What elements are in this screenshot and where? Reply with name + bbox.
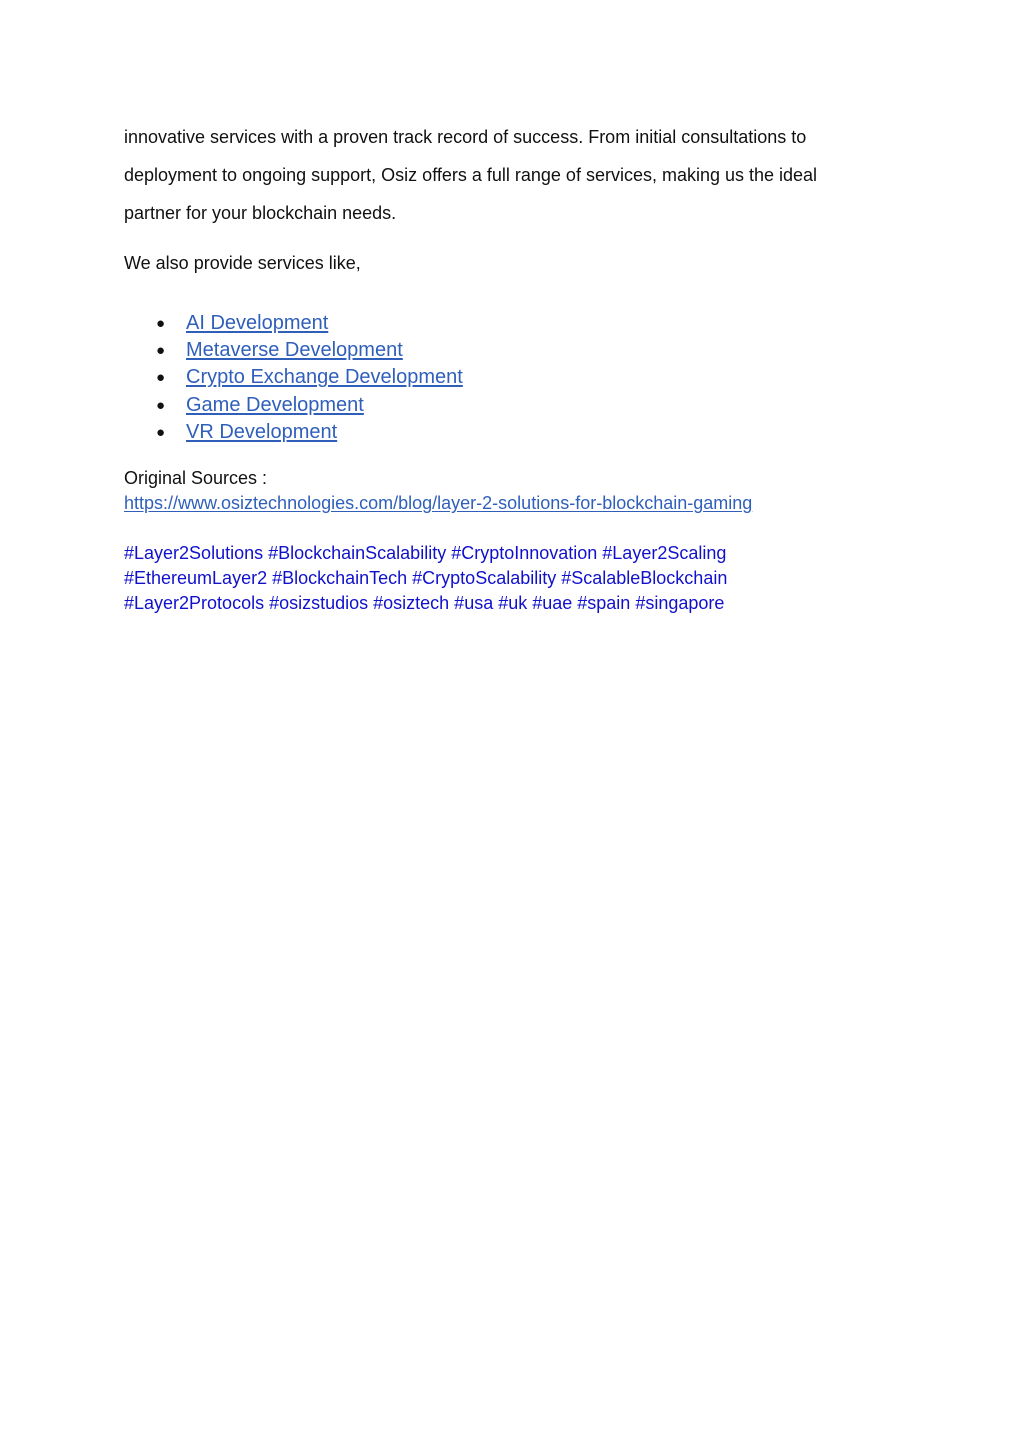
bullet-icon: ● bbox=[156, 342, 166, 360]
service-link-vr-development[interactable]: VR Development bbox=[186, 420, 338, 443]
source-url-link[interactable]: https://www.osiztechnologies.com/blog/layer-2-solutions-for-blockchain-gaming bbox=[124, 492, 753, 513]
service-link-ai-development[interactable]: AI Development bbox=[186, 312, 329, 334]
intro-line: partner for your blockchain needs. bbox=[124, 203, 397, 223]
sources-label: Original Sources : bbox=[124, 467, 268, 488]
bullet-icon: ● bbox=[156, 315, 166, 332]
intro-line: deployment to ongoing support, Osiz offers a full range of services, making us the ideal bbox=[124, 165, 818, 185]
service-link-crypto-exchange-development[interactable]: Crypto Exchange Development bbox=[186, 366, 463, 389]
list-item bbox=[124, 419, 884, 446]
bullet-icon: ● bbox=[156, 369, 166, 387]
page-content bbox=[124, 118, 884, 616]
bullet-icon: ● bbox=[156, 396, 166, 414]
services-lead-text: We also provide services like, bbox=[124, 253, 361, 273]
service-link-metaverse-development[interactable]: Metaverse Development bbox=[186, 339, 403, 362]
hashtag-line: #Layer2Solutions #BlockchainScalability #CryptoInnovation #Layer2Scaling bbox=[124, 542, 727, 563]
hashtag-line: #Layer2Protocols #osizstudios #osiztech #usa #uk #uae #spain #singapore bbox=[124, 592, 725, 613]
list-item bbox=[124, 392, 884, 419]
services-list bbox=[124, 310, 884, 446]
bullet-icon: ● bbox=[156, 423, 166, 441]
list-item bbox=[124, 337, 884, 364]
list-item bbox=[124, 310, 884, 337]
service-link-game-development[interactable]: Game Development bbox=[186, 393, 364, 416]
original-sources bbox=[124, 466, 884, 516]
intro-paragraph bbox=[124, 118, 884, 232]
list-item bbox=[124, 364, 884, 391]
hashtags-block bbox=[124, 541, 884, 616]
hashtag-line: #EthereumLayer2 #BlockchainTech #CryptoScalability #ScalableBlockchain bbox=[124, 567, 728, 588]
intro-line: innovative services with a proven track record of success. From initial consultations to bbox=[124, 127, 807, 147]
